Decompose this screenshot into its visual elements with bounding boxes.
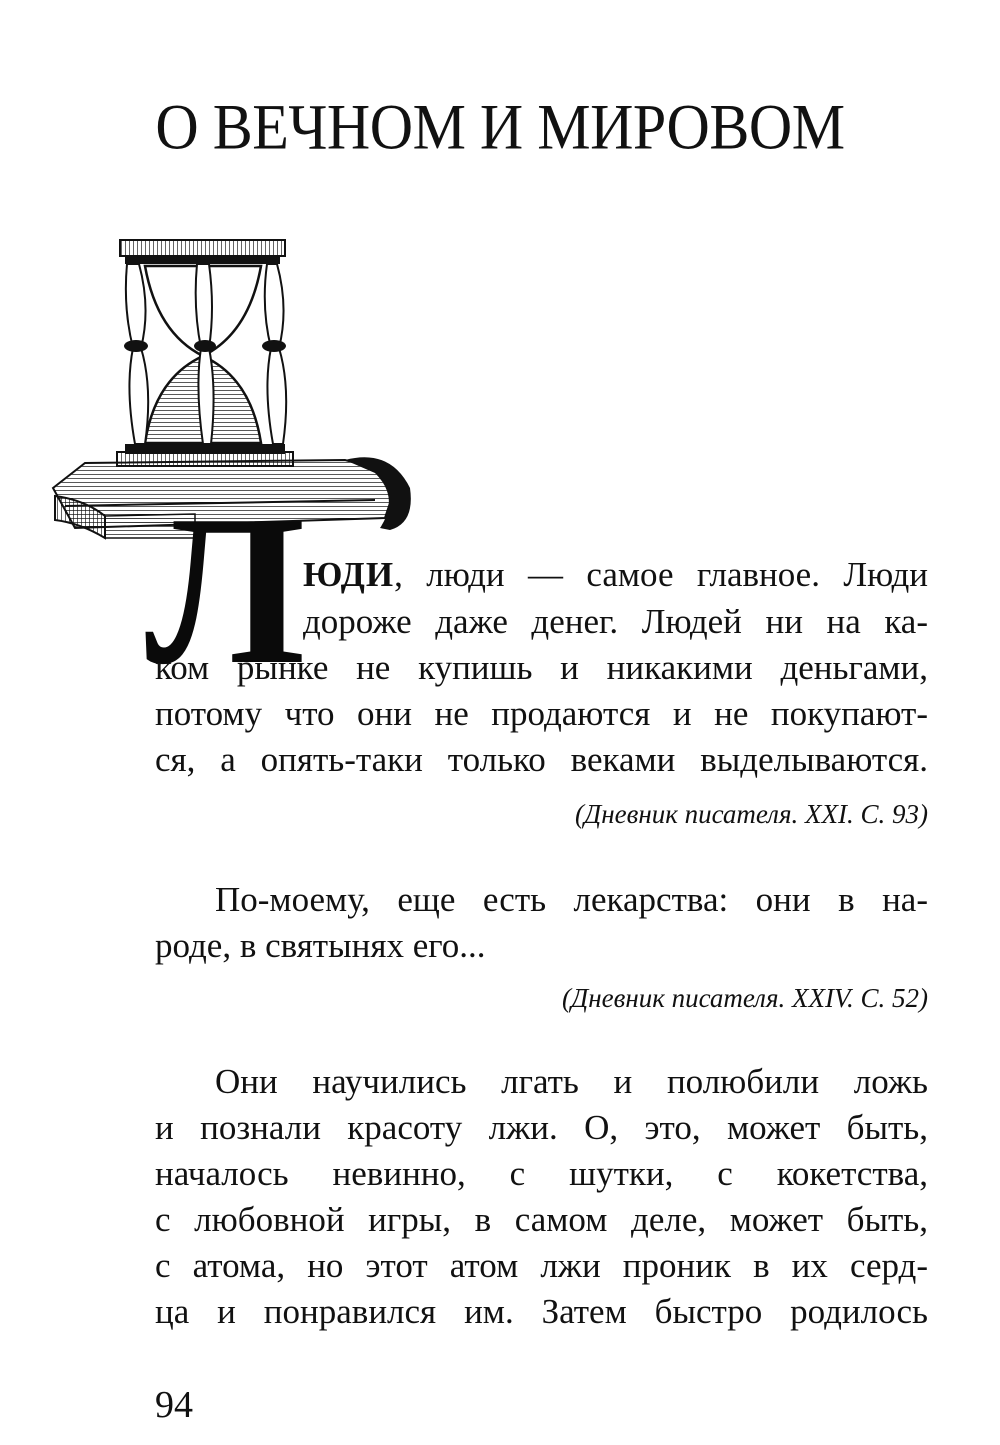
citation-1: (Дневник писателя. XXI. С. 93)	[575, 799, 928, 829]
passage1-line4: потому что они не продаются и не покупают-	[155, 694, 928, 733]
passage1-line5: ся, а опять-таки только веками выделываются.	[155, 740, 928, 779]
passage3-line2: и познали красоту лжи. О, это, может быть,	[155, 1108, 928, 1147]
passage2-line2: роде, в святынях его...	[155, 926, 486, 965]
passage1-line3: ком рынке не купишь и никакими деньгами,	[155, 648, 928, 687]
passage3-line6: ца и понравился им. Затем быстро родилось	[155, 1292, 928, 1331]
passage1-line2: дороже даже денег. Людей ни на ка-	[303, 602, 928, 641]
page-number: 94	[155, 1384, 193, 1426]
passage1-line1-text: , люди — самое главное. Люди	[394, 555, 928, 594]
passage3-line5: с атома, но этот атом лжи проник в их серд-	[155, 1246, 928, 1285]
first-word: ЮДИ	[303, 555, 395, 594]
passage3-line1: Они научились лгать и полюбили ложь	[215, 1062, 928, 1101]
citation-2: (Дневник писателя. XXIV. С. 52)	[562, 983, 928, 1013]
drop-cap: Л	[145, 470, 306, 709]
passage3-line4: с любовной игры, в самом деле, может быть,	[155, 1200, 928, 1239]
chapter-title: О ВЕЧНОМ И МИРОВОМ	[155, 91, 845, 163]
passage2-line1: По-моему, еще есть лекарства: они в на-	[215, 880, 928, 919]
passage3-line3: началось невинно, с шутки, с кокетства,	[155, 1154, 928, 1193]
passage1-line1	[303, 553, 928, 597]
